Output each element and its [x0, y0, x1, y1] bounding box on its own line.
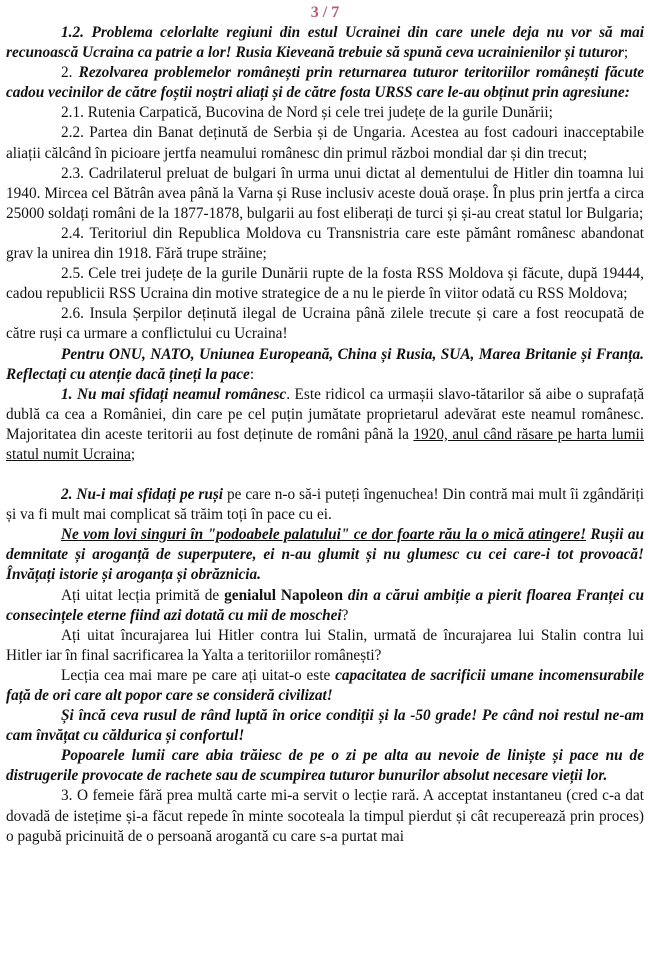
peoples-paragraph: Popoarele lumii care abia trăiesc de pe o zi pe alta au nevoie de liniște și pace nu de distrugerile provocate de rachete sau de scumpirea tuturor bunurilor absolut necesare vieții lor. — [6, 747, 644, 785]
point-2-heading: 2. Nu-i mai sfidați pe ruși — [61, 486, 224, 504]
napoleon-post: din a cărui ambiție a pierit floarea Franței cu consecințele eterne fiind azi dotată cu mii de moschei — [6, 586, 644, 624]
napoleon-end: ? — [341, 606, 349, 624]
appeal-text: Pentru ONU, NATO, Uniunea Europeană, China și Rusia, SUA, Marea Britanie și Franța. Reflectați cu atenție dacă țineți la pace — [6, 345, 644, 383]
point-1-body: . Este ridicol ca urmașii slavo-tătarilor să aibe o suprafață dublă ca cea a României, din care pe cel puțin jumătate proprietarul adevărat este neamul românesc. Majoritatea din aceste teritorii au fost deținute de români până la — [6, 385, 644, 443]
russian-paragraph: Și încă ceva rusul de rând luptă în orice condiții și la -50 grade! Pe când noi restul ne-am cam învățat cu căldurica și confortul! — [6, 707, 644, 745]
napoleon-paragraph — [6, 586, 644, 626]
napoleon-pre: Ați uitat lecția primită de — [61, 586, 225, 604]
lesson-pre: Lecția cea mai mare pe care ați uitat-o este — [61, 666, 336, 684]
appeal-paragraph — [6, 345, 644, 385]
section-1-2 — [6, 23, 644, 63]
item-2-4: 2.4. Teritoriul din Republica Moldova cu Transnistria care este pământ românesc abandonat grav la unirea din 1918. Fără trupe străine; — [6, 224, 644, 263]
item-2-3: 2.3. Cadrilaterul preluat de bulgari în urma unui dictat al dementului de Hitler din toamna lui 1940. Mircea cel Bătrân avea până la Varna și Ruse inclusiv aceste două orașe. În plus prin jertfa a circa 25000 soldați români de la 1877-1878, bulgarii au fost eliberați de turci și și-au creat statul lor Bulgaria; — [6, 164, 644, 222]
point-1-end: ; — [130, 445, 136, 463]
section-2-number: 2. — [61, 64, 79, 82]
item-2-1: 2.1. Rutenia Carpatică, Bucovina de Nord și cele trei județe de la gurile Dunării; — [61, 104, 553, 122]
paragraph-gap — [6, 465, 644, 485]
point-2-body: pe care n-o să-i puteți îngenuchea! Din contră mai mult îi zgândăriți și va fi mult mai complicat să trăim toți în pace cu ei. — [6, 486, 644, 524]
lesson-paragraph — [6, 666, 644, 706]
appeal-end: : — [249, 365, 255, 383]
item-2-6: 2.6. Insula Șerpilor deținută ilegal de Ucraina până zilele trecute și care a fost reocupată de către ruși ca urmare a conflictului cu Ucraina! — [6, 305, 644, 343]
point-3: 3. O femeie fără prea multă carte mi-a servit o lecție rară. A acceptat instantaneu (cred c-a dat dovadă de istețime și-a făcut repede în minte socoteala la timpul pierdut și cât recuperează prin proces) o pagubă pricinuită de o persoană arogantă cu care s-a purtat mai — [6, 787, 644, 845]
warning-underlined: Ne vom lovi singuri în "podoabele palatului" ce dor foarte rău la o mică atingere! — [61, 526, 587, 544]
section-1-2-text: 1.2. Problema celorlalte regiuni din estul Ucrainei din care unele deja nu vor să mai recunoască Ucraina ca patrie a lor! Rusia Kieveană trebuie să spună ceva ucrainienilor și tuturor — [6, 24, 644, 62]
item-2-2: 2.2. Partea din Banat deținută de Serbia și de Ungaria. Acestea au fost cadouri inacceptabile aliații călcând în picioare jertfa neamului românesc din primul război mondial dar și din trecut; — [6, 124, 644, 162]
point-2 — [6, 485, 644, 525]
hitler-paragraph: Ați uitat încurajarea lui Hitler contra lui Stalin, urmată de încurajarea lui Stalin contra lui Hitler iar în final sacrificarea la Yalta a teritoriilor românești? — [6, 626, 644, 664]
napoleon-name: genialul Napoleon — [224, 586, 343, 604]
section-1-2-end: ; — [623, 44, 629, 62]
section-2 — [6, 63, 644, 103]
page-number: 3 / 7 — [310, 4, 340, 21]
warning-paragraph — [6, 525, 644, 585]
lesson-bold: capacitatea de sacrificii umane incomensurabile față de ori care alt popor care se consideră civilizat! — [6, 666, 644, 704]
warning-rest: Rușii au demnitate și aroganță de superputere, ei n-au glumit și nu glumesc cu cei care-i tot provoacă! Învățați istorie și aroganța și obrăznicia. — [6, 526, 645, 584]
point-1-underlined: 1920, anul când răsare pe harta lumii statul numit Ucraina — [6, 425, 644, 463]
item-2-5: 2.5. Cele trei județe de la gurile Dunării rupte de la fosta RSS Moldova și făcute, după 19444, cadou republicii RSS Ucraina din motive strategice de a nu le pierde în viitor odată cu RSS Moldova; — [6, 265, 644, 303]
point-1 — [6, 385, 644, 465]
point-1-heading: 1. Nu mai sfidați neamul românesc — [61, 385, 287, 403]
section-2-heading: Rezolvarea problemelor românești prin returnarea tuturor teritoriilor românești făcute cadou vecinilor de către foștii noștri aliați și de către fosta URSS care le-au obținut prin agresiune: — [6, 64, 644, 102]
